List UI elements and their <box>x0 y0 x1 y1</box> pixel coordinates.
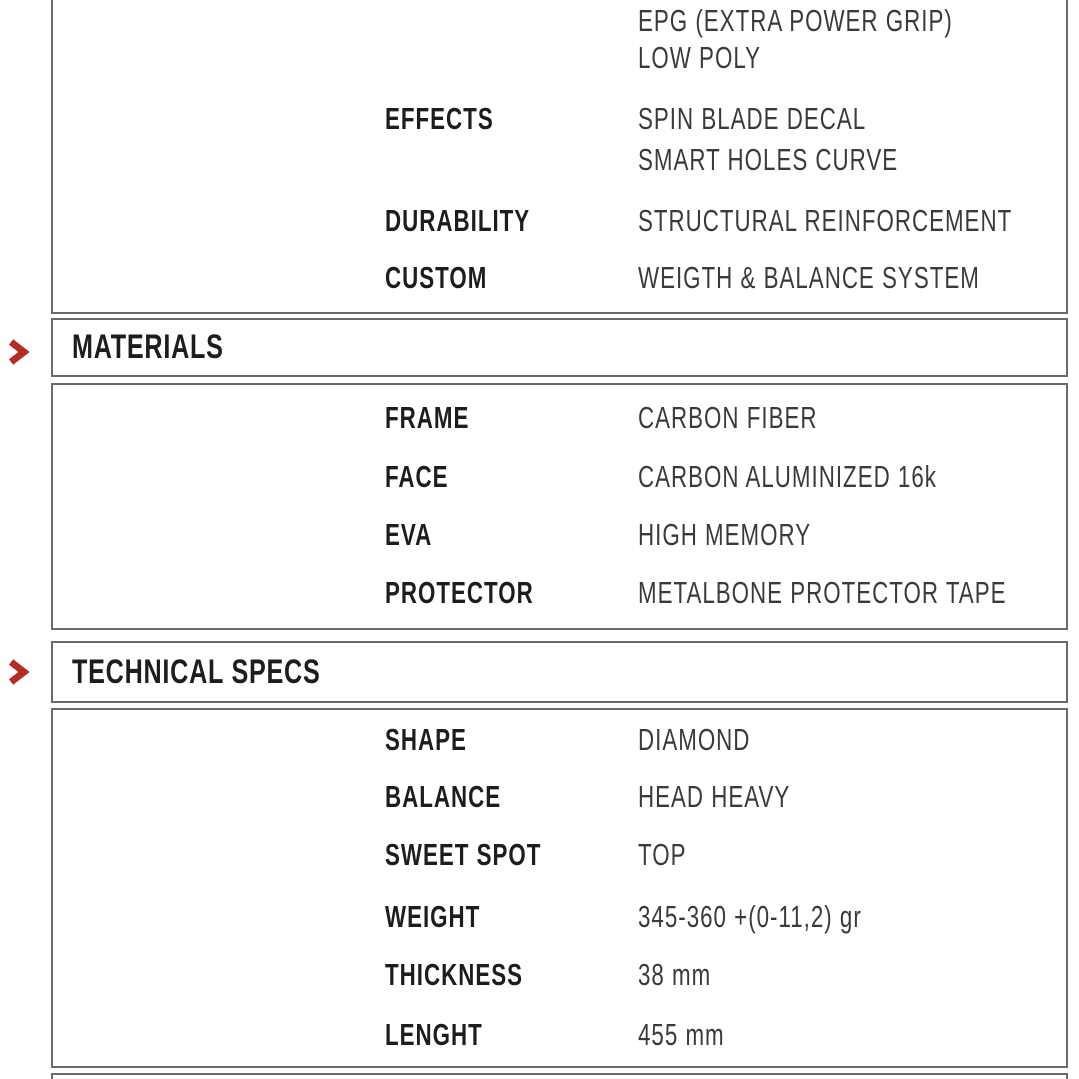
spec-label-cell <box>385 724 499 762</box>
spec-value: EPG (EXTRA POWER GRIP) <box>638 3 953 38</box>
spec-row <box>51 781 1068 813</box>
spec-label: SHAPE <box>385 722 467 757</box>
spec-row <box>51 144 1068 176</box>
spec-value: 345-360 +(0-11,2) gr <box>638 899 862 934</box>
spec-row <box>51 5 1068 37</box>
section-title: MATERIALS <box>72 328 224 366</box>
spec-label: BALANCE <box>385 779 502 814</box>
spec-value-cell <box>638 901 949 939</box>
spec-row <box>51 577 1068 609</box>
spec-value: 455 mm <box>638 1017 725 1052</box>
spec-value: STRUCTURAL REINFORCEMENT <box>638 203 1013 238</box>
spec-value: SMART HOLES CURVE <box>638 142 899 177</box>
spec-value-cell <box>638 519 878 557</box>
spec-label: LENGHT <box>385 1017 483 1052</box>
spec-row <box>51 461 1068 493</box>
spec-value-cell <box>638 205 1079 243</box>
spec-value-cell <box>638 461 1053 499</box>
spec-row <box>51 959 1068 991</box>
spec-value-cell <box>638 144 999 182</box>
spec-group-next <box>51 1073 1068 1079</box>
section-title: TECHNICAL SPECS <box>72 652 321 691</box>
spec-row <box>51 205 1068 237</box>
spec-value: DIAMOND <box>638 722 751 757</box>
spec-row <box>51 839 1068 871</box>
spec-row <box>51 519 1068 551</box>
spec-label: EFFECTS <box>385 101 494 136</box>
spec-value-cell <box>638 577 1079 615</box>
chevron-right-icon <box>7 338 29 366</box>
spec-label-cell <box>385 959 577 997</box>
spec-label: PROTECTOR <box>385 575 534 610</box>
spec-label-cell <box>385 839 602 877</box>
spec-value-cell <box>638 1019 758 1057</box>
spec-row <box>51 262 1068 294</box>
spec-label-cell <box>385 461 473 499</box>
spec-label-cell <box>385 103 536 141</box>
spec-label-cell <box>385 577 592 615</box>
chevron-right-icon <box>7 658 29 686</box>
spec-label-cell <box>385 901 517 939</box>
spec-value: HEAD HEAVY <box>638 779 791 814</box>
spec-value-cell <box>638 5 1075 43</box>
spec-value-cell <box>638 42 809 80</box>
spec-row <box>51 402 1068 434</box>
spec-value-cell <box>638 262 1079 300</box>
spec-value: CARBON FIBER <box>638 400 818 435</box>
spec-row <box>51 103 1068 135</box>
spec-label-cell <box>385 402 502 440</box>
spec-row <box>51 42 1068 74</box>
spec-value-cell <box>638 402 887 440</box>
spec-value: METALBONE PROTECTOR TAPE <box>638 575 1007 610</box>
spec-row <box>51 901 1068 933</box>
spec-label-cell <box>385 781 546 819</box>
spec-label: FACE <box>385 459 449 494</box>
spec-label: FRAME <box>385 400 470 435</box>
spec-value: CARBON ALUMINIZED 16k <box>638 459 937 494</box>
spec-value: SPIN BLADE DECAL <box>638 101 867 136</box>
spec-label: WEIGHT <box>385 899 481 934</box>
spec-value-cell <box>638 103 955 141</box>
spec-label: SWEET SPOT <box>385 837 542 872</box>
spec-label-cell <box>385 519 451 557</box>
spec-label: EVA <box>385 517 433 552</box>
spec-row <box>51 1019 1068 1051</box>
spec-label: DURABILITY <box>385 203 531 238</box>
spec-value-cell <box>638 724 794 762</box>
spec-value: WEIGTH & BALANCE SYSTEM <box>638 260 980 295</box>
section-header-materials[interactable] <box>51 318 1068 377</box>
spec-label-cell <box>385 1019 521 1057</box>
spec-label: THICKNESS <box>385 957 524 992</box>
spec-value: TOP <box>638 837 687 872</box>
spec-value-cell <box>638 781 849 819</box>
section-header-technical-specs[interactable] <box>51 641 1068 703</box>
spec-value: LOW POLY <box>638 40 761 75</box>
spec-value: 38 mm <box>638 957 712 992</box>
spec-label: CUSTOM <box>385 260 488 295</box>
spec-row <box>51 724 1068 756</box>
spec-label-cell <box>385 262 527 300</box>
spec-value: HIGH MEMORY <box>638 517 812 552</box>
spec-label-cell <box>385 205 587 243</box>
spec-value-cell <box>638 839 705 877</box>
spec-group-technical <box>51 708 1068 1068</box>
spec-value-cell <box>638 959 740 997</box>
